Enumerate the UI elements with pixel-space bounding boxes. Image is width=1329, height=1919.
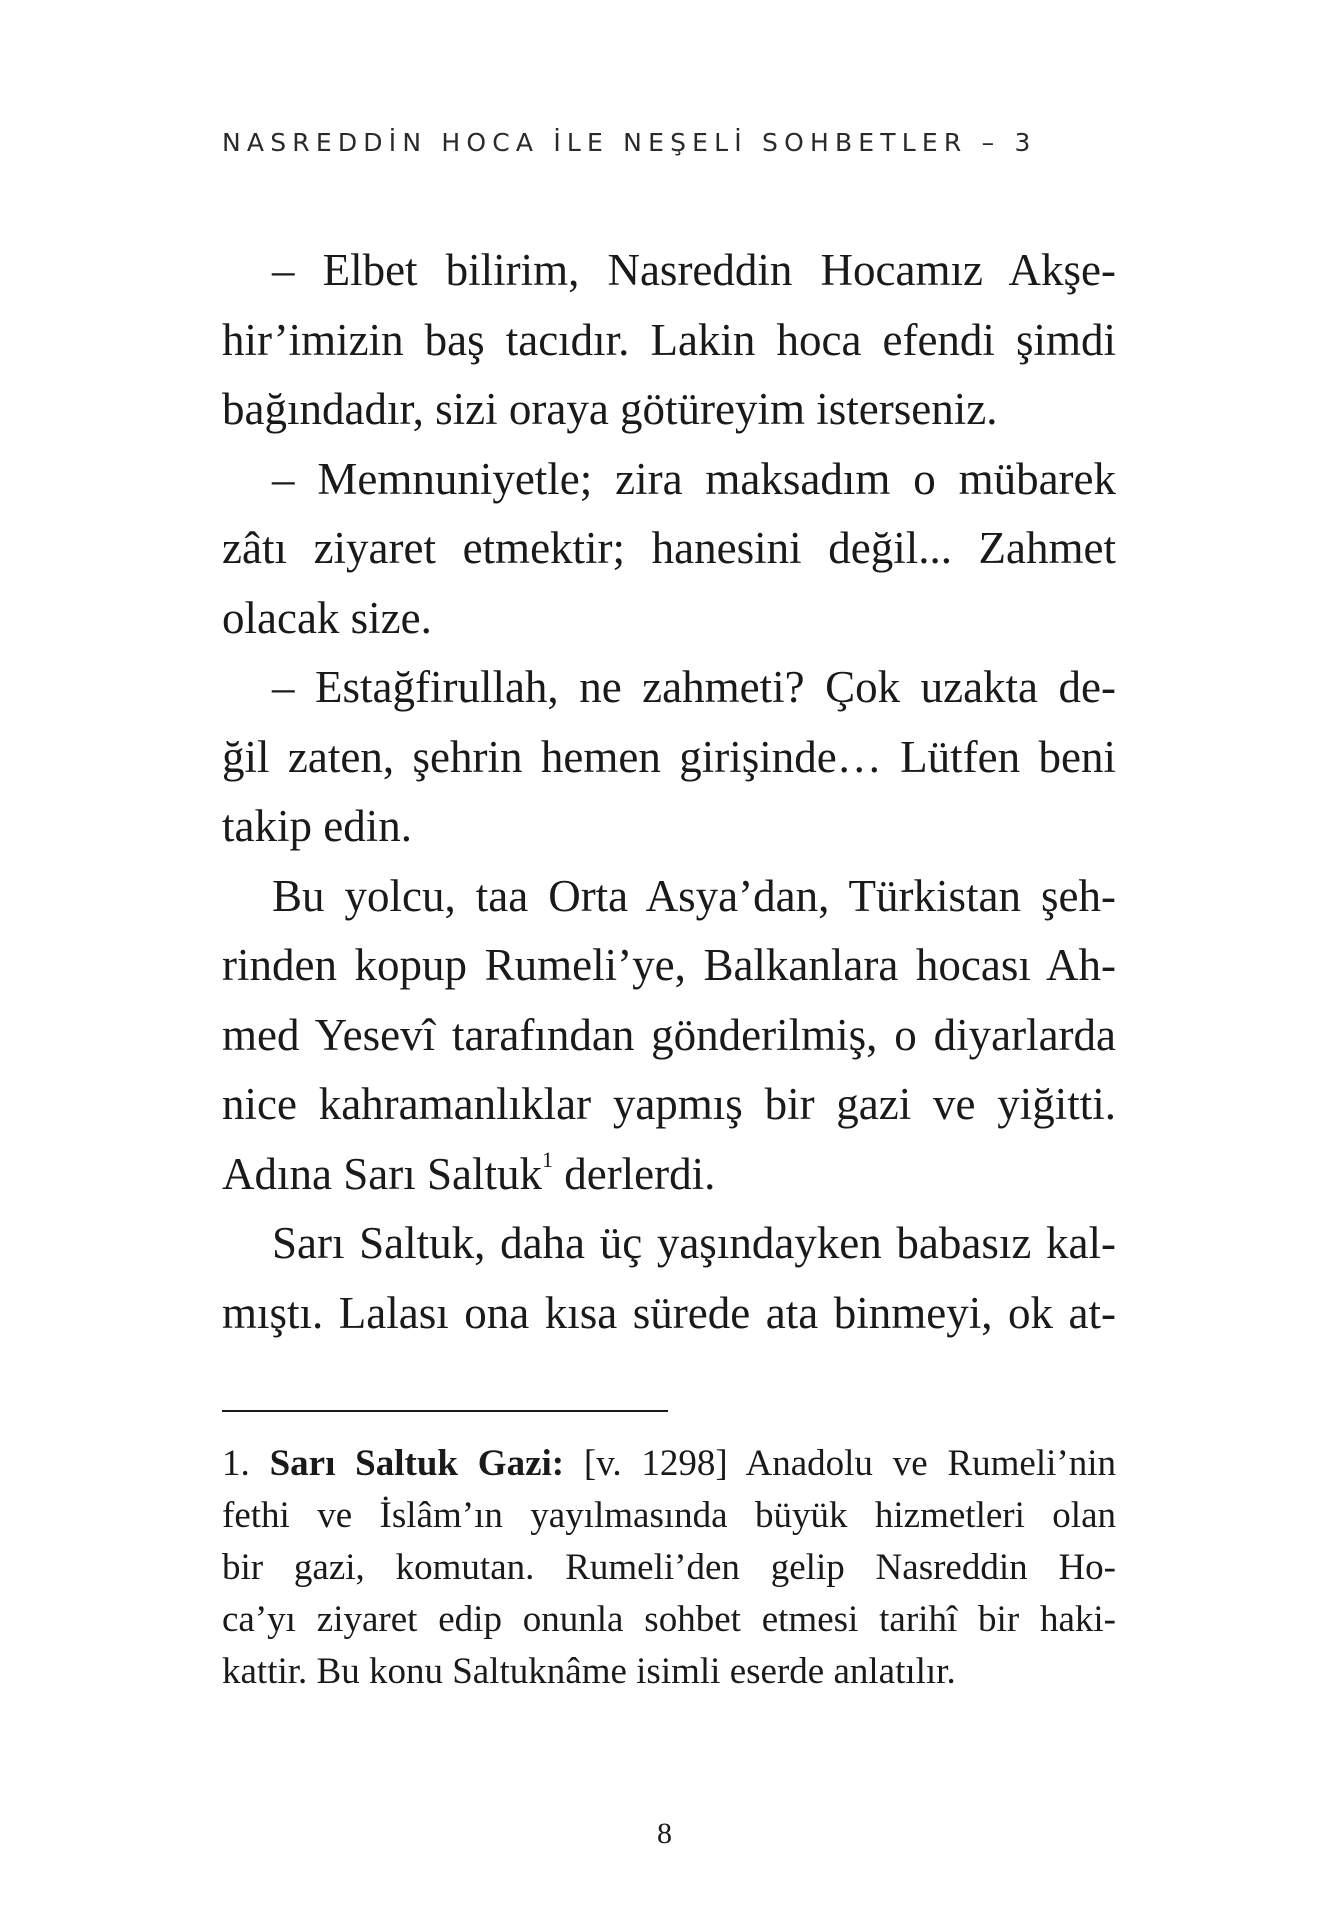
footnote-line [222, 1438, 1116, 1490]
body-line: Sarı Saltuk, daha üç yaşındayken babasız kal- [272, 1218, 1116, 1268]
body-line: mıştı. Lalası ona kısa sürede ata binmeyi, ok at- [222, 1287, 1116, 1338]
body-line: ğil zaten, şehrin hemen girişinde… Lütfen beni [222, 731, 1116, 782]
footnote-line: kattir. Bu konu Saltuknâme isimli eserde anlatılır. [222, 1651, 956, 1692]
footnote-text: [v. 1298] Anadolu ve Rumeli’nin [583, 1443, 1116, 1484]
body-line: Bu yolcu, taa Orta Asya’dan, Türkistan şeh- [272, 870, 1116, 921]
body-line: bağındadır, sizi oraya götüreyim isterseniz. [222, 384, 998, 434]
body-line: rinden kopup Rumeli’ye, Balkanlara hocası Ah- [222, 940, 1116, 990]
running-header: NASREDDİN HOCA İLE NEŞELİ SOHBETLER – 3 [222, 128, 1037, 157]
body-line: hir’imizin baş tacıdır. Lakin hoca efendi şimdi [222, 314, 1116, 365]
footnote-number: 1. [222, 1443, 250, 1484]
body-line: olacak size. [222, 592, 432, 643]
body-line: med Yesevî tarafından gönderilmiş, o diyarlarda [222, 1009, 1116, 1060]
footnote-line: bir gazi, komutan. Rumeli’den gelip Nasreddin Ho- [222, 1547, 1116, 1588]
body-line: – Memnuniyetle; zira maksadım o mübarek [272, 453, 1116, 504]
body-line-segment: Adına Sarı Saltuk [222, 1148, 542, 1199]
body-line: zâtı ziyaret etmektir; hanesini değil... Zahmet [222, 523, 1116, 573]
body-line: takip edin. [222, 801, 412, 851]
body-line: – Estağfirullah, ne zahmeti? Çok uzakta de- [272, 662, 1116, 712]
body-line: nice kahramanlıklar yapmış bir gazi ve yiğitti. [222, 1079, 1116, 1129]
body-text [222, 236, 1116, 1348]
footnote-term: Sarı Saltuk Gazi: [269, 1443, 565, 1484]
page-number: 8 [657, 1817, 672, 1850]
body-line [222, 1140, 1116, 1210]
footnote-divider [222, 1410, 668, 1412]
footnote-line: ca’yı ziyaret edip onunla sohbet etmesi tarihî bir haki- [222, 1599, 1116, 1640]
footnote [222, 1438, 1116, 1698]
body-line: – Elbet bilirim, Nasreddin Hocamız Akşe- [272, 245, 1116, 295]
body-line-segment: derlerdi. [564, 1148, 716, 1199]
footnote-line: fethi ve İslâm’ın yayılmasında büyük hizmetleri olan [222, 1495, 1116, 1536]
footnote-reference: 1 [541, 1146, 553, 1172]
